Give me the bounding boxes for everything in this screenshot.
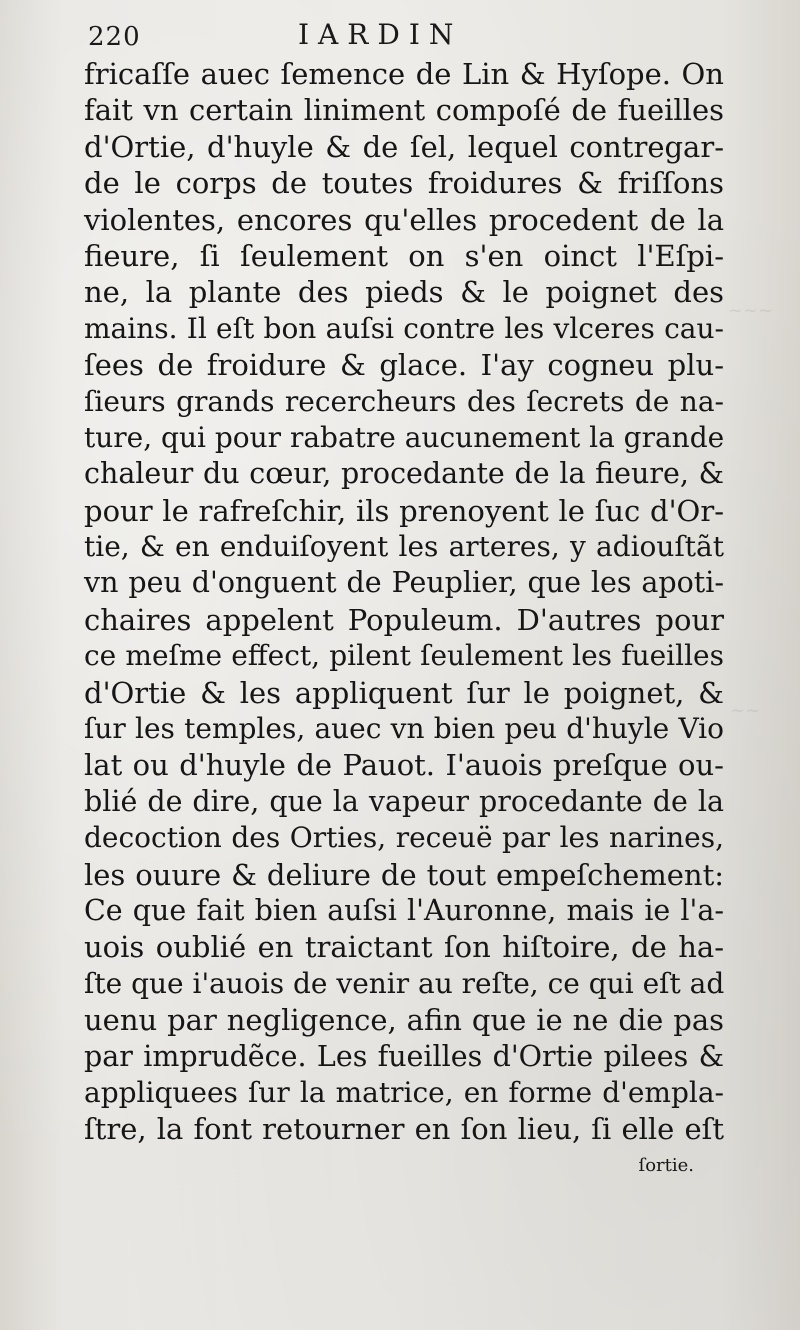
text-line: tie, & en enduiſoyent les arteres, y adiouſtãt [84,530,724,564]
text-line: ſees de froidure & glace. I'ay cogneu plu- [84,348,724,383]
text-line: d'Ortie & les appliquent ſur le poignet, & [84,675,724,710]
text-line: violentes, encores qu'elles procedent de la [84,202,724,237]
text-line: d'Ortie, d'huyle & de ſel, lequel contregar- [84,129,724,164]
text-line: ſur les temples, auec vn bien peu d'huyle Vio [84,712,724,746]
text-line: mains. Il eſt bon auſsi contre les vlceres cau- [84,311,724,345]
text-line: par imprudẽce. Les fueilles d'Ortie pilees & [84,1039,724,1073]
running-head [88,14,718,54]
page-number: 220 [88,22,141,52]
text-line: uenu par negligence, afin que ie ne die pas [84,1003,724,1038]
text-line: blié de dire, que la vapeur procedante de la [84,784,724,818]
text-line: decoction des Orties, receuë par les narines, [84,821,724,855]
text-line: fait vn certain liniment compoſé de fueilles [84,93,724,128]
text-line: fricaſſe auec ſemence de Lin & Hyſope. On [84,57,724,91]
text-line: Ce que fait bien auſsi l'Auronne, mais ie l'a- [84,893,724,927]
text-line: pour le rafreſchir, ils prenoyent le ſuc d'Or- [84,493,724,528]
text-line: chaleur du cœur, procedante de la fieure, & [84,457,724,491]
text-line: ture, qui pour rabatre aucunement la grande [84,420,725,454]
text-line: ſte que i'auois de venir au reſte, ce qui eſt ad [84,966,725,1000]
text-line: fieure, ſi ſeulement on s'en oinct l'Eſpi- [84,238,724,273]
text-line: ce meſme effect, pilent ſeulement les fueilles [84,639,724,673]
text-line: ne, la plante des pieds & le poignet des [84,275,724,310]
show-through-marks: ~~ [730,700,761,721]
text-line: les ouure & deliure de tout empeſchement: [84,857,724,892]
show-through-marks: ~~~ [728,300,774,321]
text-line: lat ou d'huyle de Pauot. I'auois preſque ou- [84,748,724,783]
text-line: vn peu d'onguent de Peuplier, que les apoti- [84,566,724,600]
text-line: uois oublié en traictant ſon hiſtoire, de ha- [84,930,724,965]
text-line: ſieurs grands recercheurs des ſecrets de na- [84,384,724,418]
text-line: de le corps de toutes froidures & friſſons [84,166,724,201]
text-line: ſtre, la font retourner en ſon lieu, ſi elle eſt [84,1112,724,1147]
text-line: appliquees ſur la matrice, en forme d'empla- [84,1075,724,1109]
text-line: chaires appelent Populeum. D'autres pour [84,602,724,637]
running-title: IARDIN [298,18,463,51]
text-line-final: ſortie. [638,1154,694,1176]
body-text [84,56,724,1184]
